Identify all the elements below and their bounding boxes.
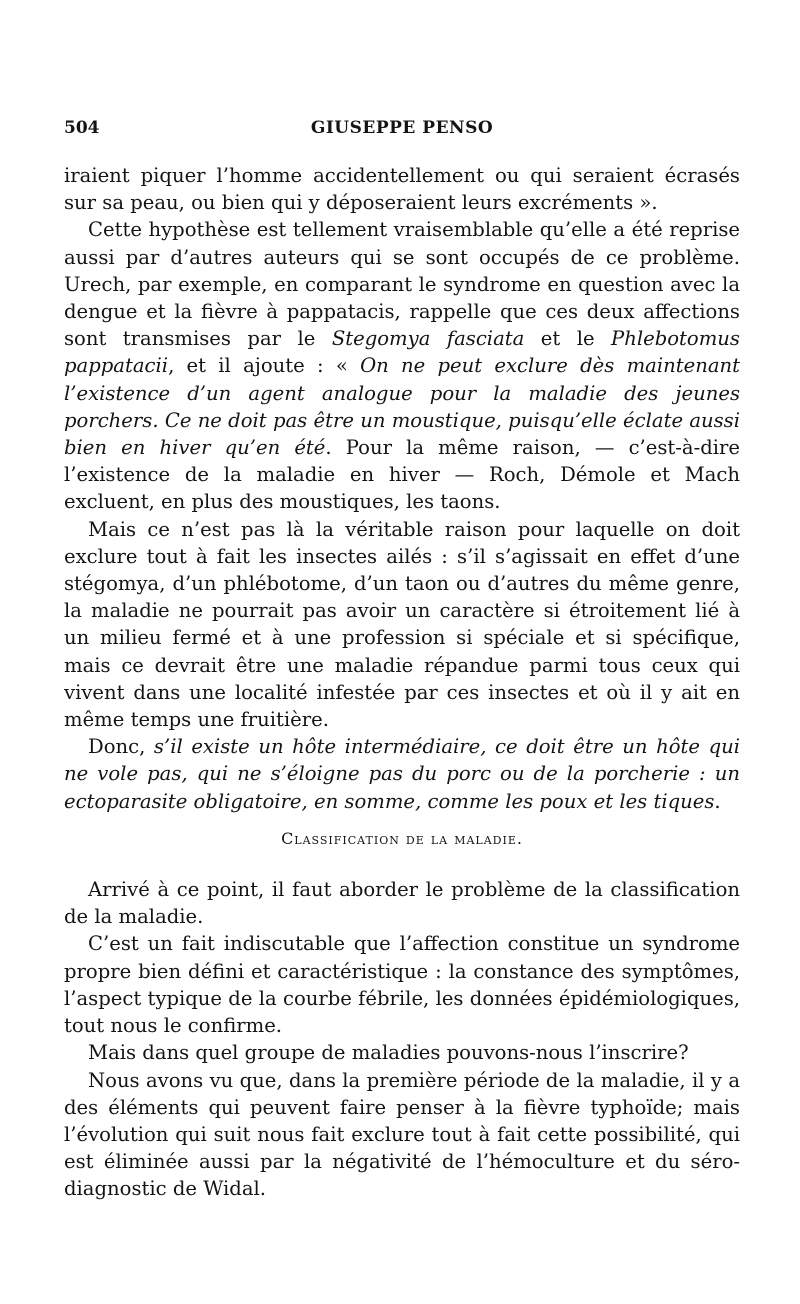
text-segment: Cette hypothèse est tellement vraisemblable qu’elle a été reprise aussi par d’autres auteurs qui se sont occupés de ce problème. Urech, par exemple, en comparant le syndrome en question avec la dengue et la fièvre à pappatacis, rappelle que ces deux affections sont transmises par le — [64, 218, 740, 351]
text-segment: . — [714, 789, 721, 813]
book-page — [64, 118, 740, 1203]
text-segment: Mais ce n’est pas là la véritable raison pour laquelle on doit exclure tout à fait les insectes ailés : s’il s’agissait en effet d’une stégomya, d’un phlébotome, d’un taon ou d’autres du même genre, la maladie ne pourrait pas avoir un caractère si étroitement lié à un milieu fermé et à une profession si spéciale et si spécifique, mais ce devrait être une maladie répandue parmi tous ceux qui vivent dans une localité infestée par ces insectes et où il y ait en même temps une fruitière. — [64, 517, 740, 732]
running-head — [64, 118, 740, 146]
text-segment: Mais dans quel groupe de maladies pouvons-nous l’inscrire? — [88, 1041, 689, 1065]
paragraph-winged-insects — [64, 516, 740, 734]
paragraph-question — [64, 1039, 740, 1066]
text-segment: iraient piquer l’homme accidentellement ou qui seraient écrasés sur sa peau, ou bien qui y déposeraient leurs excréments ». — [64, 164, 740, 215]
text-segment: Arrivé à ce point, il faut aborder le problème de la classification de la maladie. — [64, 878, 740, 929]
running-head-title: GIUSEPPE PENSO — [310, 118, 494, 138]
text-segment: et le — [524, 327, 612, 351]
page-number: 504 — [64, 118, 100, 138]
quoted-passage: On ne peut exclure dès maintenant l’existence d’un agent analogue pour la maladie des jeunes porchers. Ce ne doit pas être un moustique, puisqu’elle éclate aussi bien en hiver qu’en été — [64, 354, 740, 460]
paragraph-continuation — [64, 162, 740, 216]
paragraph-syndrome — [64, 930, 740, 1039]
paragraph-classification-intro — [64, 876, 740, 930]
paragraph-typhoid — [64, 1067, 740, 1203]
text-segment: . Pour la même raison, — c’est-à-dire l’existence de la maladie en hiver — Roch, Démole et Mach excluent, en plus des moustiques, les taons. — [64, 436, 740, 514]
text-segment: , et il ajoute : « — [168, 354, 361, 378]
section-heading: Classification de la maladie. — [281, 828, 523, 848]
species-name-stegomya: Stegomya fasciata — [331, 327, 525, 351]
paragraph-conclusion — [64, 733, 740, 815]
paragraph-hypothesis — [64, 216, 740, 515]
text-segment: Donc, — [88, 735, 154, 759]
body-text — [64, 162, 740, 1203]
emphasized-conclusion: s’il existe un hôte intermédiaire, ce doit être un hôte qui ne vole pas, qui ne s’éloigne pas du porc ou de la porcherie : un ectoparasite obligatoire, en somme, comme les poux et les tiques — [64, 735, 740, 813]
text-segment: C’est un fait indiscutable que l’affection constitue un syndrome propre bien défini et caractéristique : la constance des symptômes, l’aspect typique de la courbe fébrile, les données épidémiologiques, tout nous le confirme. — [64, 932, 740, 1038]
species-name-phlebotomus: Phlebotomus pappatacii — [64, 327, 740, 378]
text-segment: Nous avons vu que, dans la première période de la maladie, il y a des éléments qui peuvent faire penser à la fièvre typhoïde; mais l’évolution qui suit nous fait exclure tout à fait cette possibilité, qui est éliminée aussi par la négativité de l’hémoculture et du séro-diagnostic de Widal. — [64, 1068, 740, 1201]
